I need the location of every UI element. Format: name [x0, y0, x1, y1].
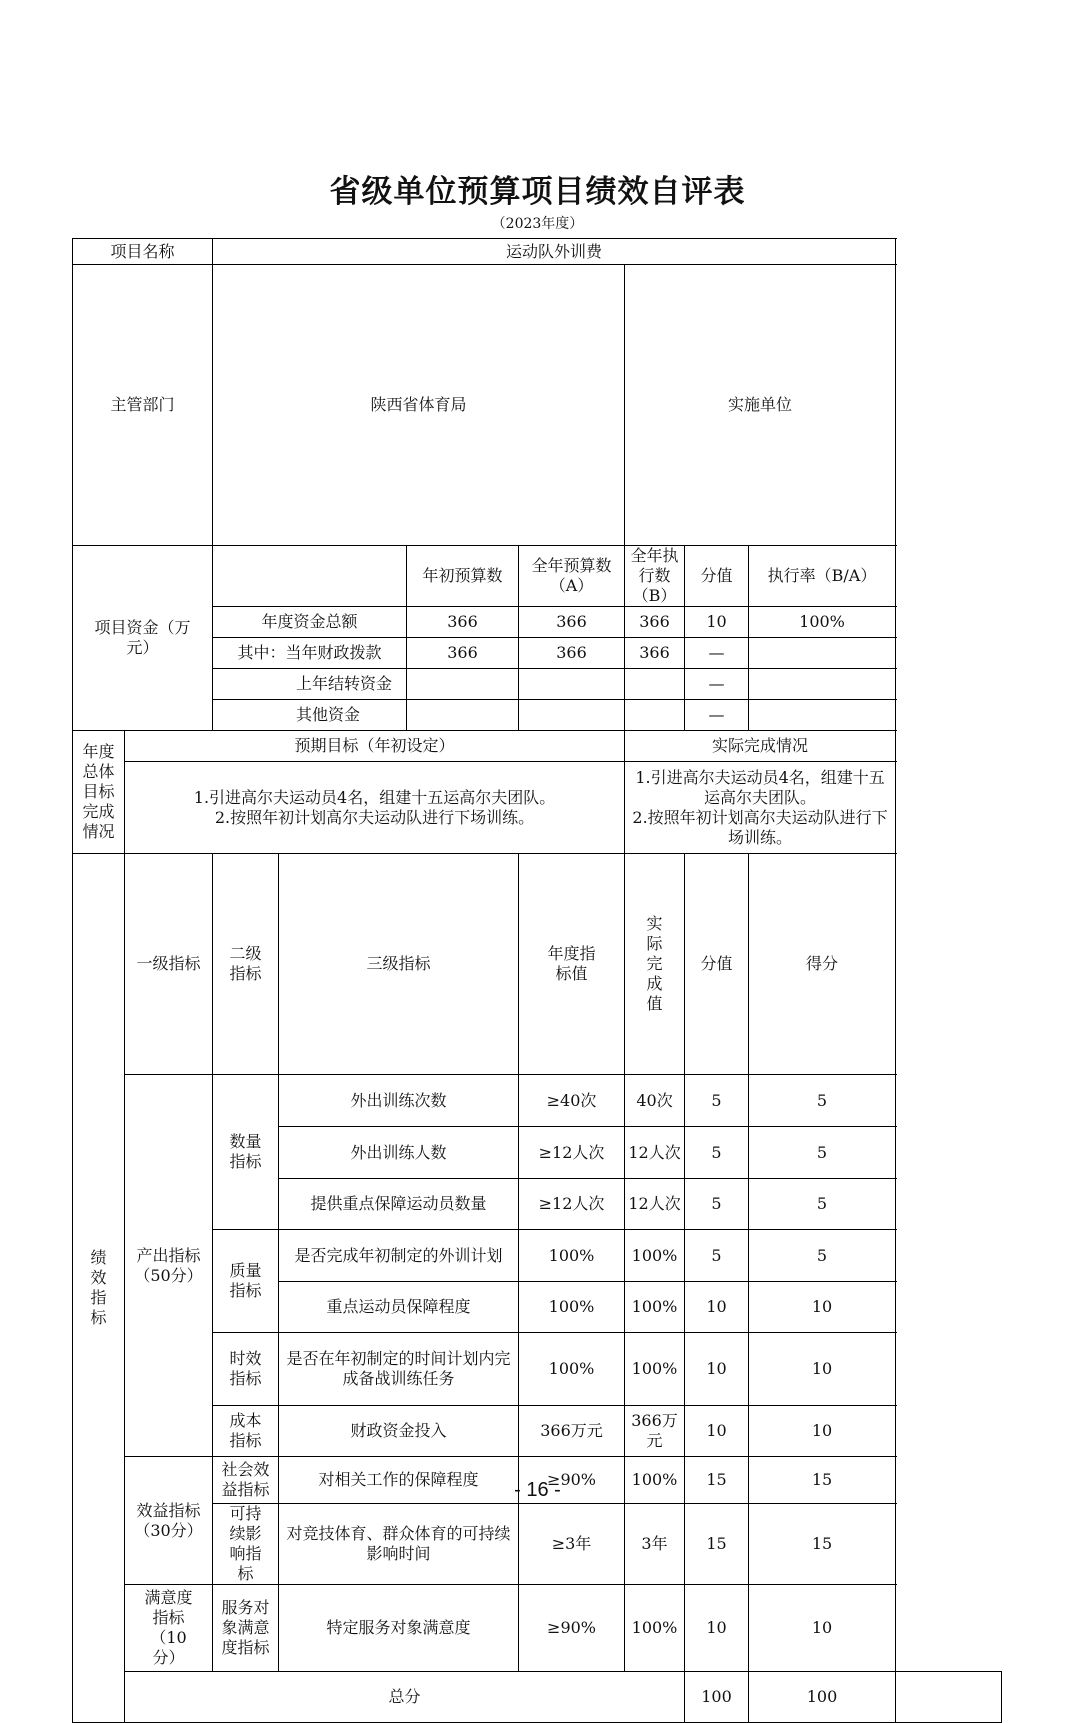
funds-initial: [407, 700, 519, 731]
indicator-score-value: 5: [685, 1075, 749, 1127]
actual-header: 实际完成值: [625, 854, 685, 1075]
indicator-score-value: 5: [685, 1127, 749, 1179]
actual-completion-header: 实际完成情况: [625, 731, 896, 762]
indicator-score: 5: [749, 1230, 896, 1282]
level1-satisfaction: 满意度指标（10分）: [125, 1585, 213, 1672]
performance-indicators-label: 绩效指标: [73, 854, 125, 1723]
indicator-actual: 100%: [625, 1457, 685, 1504]
level2-quantity: 数量指标: [213, 1075, 279, 1230]
indicator-target: 366万元: [519, 1406, 625, 1457]
level2-timeliness: 时效指标: [213, 1333, 279, 1406]
project-name-label: 项目名称: [73, 239, 213, 265]
indicator-name: 财政资金投入: [279, 1406, 519, 1457]
indicator-score: 5: [749, 1179, 896, 1230]
document-title: 省级单位预算项目绩效自评表: [0, 166, 1075, 211]
page-number: - 16 -: [0, 1479, 1075, 1502]
funds-score-value: 10: [685, 607, 749, 638]
funds-executed: 366: [625, 638, 685, 669]
level1-benefit: 效益指标（30分）: [125, 1457, 213, 1585]
funds-score-value: —: [685, 669, 749, 700]
expected-goal-line: 1.引进高尔夫运动员4名，组建十五运高尔夫团队。: [128, 788, 621, 808]
indicator-actual: 3年: [625, 1504, 685, 1585]
indicator-target: 100%: [519, 1333, 625, 1406]
level2-service: 服务对象满意度指标: [213, 1585, 279, 1672]
expected-goal-text: [125, 762, 625, 854]
indicator-score: 5: [749, 1075, 896, 1127]
target-header: 年度指标值: [519, 854, 625, 1075]
total-label: 总分: [125, 1672, 685, 1723]
funds-executed: [625, 669, 685, 700]
funds-empty-header: [213, 546, 407, 607]
project-name-value: 运动队外训费: [213, 239, 896, 265]
indicator-target: ≥12人次: [519, 1127, 625, 1179]
indicator-target: ≥3年: [519, 1504, 625, 1585]
funds-initial: 366: [407, 607, 519, 638]
total-analysis: [896, 1672, 1002, 1723]
funds-annual: 366: [519, 607, 625, 638]
funds-rate: 100%: [749, 607, 896, 638]
indicator-score: 10: [749, 1585, 896, 1672]
expected-goal-line: 2.按照年初计划高尔夫运动队进行下场训练。: [128, 808, 621, 828]
indicator-name: 是否完成年初制定的外训计划: [279, 1230, 519, 1282]
funds-header-annual: 全年预算数（A）: [519, 546, 625, 607]
indicator-name: 外出训练次数: [279, 1075, 519, 1127]
indicator-score-value: 10: [685, 1585, 749, 1672]
indicator-name: 提供重点保障运动员数量: [279, 1179, 519, 1230]
indicator-name: 是否在年初制定的时间计划内完成备战训练任务: [279, 1333, 519, 1406]
funds-header-score-value: 分值: [685, 546, 749, 607]
funds-initial: [407, 669, 519, 700]
indicator-target: ≥90%: [519, 1585, 625, 1672]
indicator-score-value: 5: [685, 1230, 749, 1282]
indicator-actual: 366万元: [625, 1406, 685, 1457]
funds-header-executed: 全年执行数（B）: [625, 546, 685, 607]
indicator-score: 15: [749, 1504, 896, 1585]
indicator-actual: 100%: [625, 1230, 685, 1282]
indicator-score: 10: [749, 1282, 896, 1333]
level2-header: 二级指标: [213, 854, 279, 1075]
indicator-target: ≥90%: [519, 1457, 625, 1504]
level3-header: 三级指标: [279, 854, 519, 1075]
funds-rate: [749, 669, 896, 700]
score-header: 得分: [749, 854, 896, 1075]
indicator-actual: 100%: [625, 1333, 685, 1406]
total-score-value: 100: [685, 1672, 749, 1723]
indicator-target: 100%: [519, 1230, 625, 1282]
indicator-score-value: 10: [685, 1333, 749, 1406]
indicator-score-value: 10: [685, 1282, 749, 1333]
indicator-score-value: 5: [685, 1179, 749, 1230]
funds-annual: [519, 700, 625, 731]
indicator-actual: 100%: [625, 1585, 685, 1672]
indicator-name: 外出训练人数: [279, 1127, 519, 1179]
actual-completion-line: 2.按照年初计划高尔夫运动队进行下场训练。: [628, 808, 892, 848]
funds-executed: 366: [625, 607, 685, 638]
funds-rate: [749, 638, 896, 669]
level2-cost: 成本指标: [213, 1406, 279, 1457]
department-value: 陕西省体育局: [213, 265, 625, 546]
indicator-actual: 100%: [625, 1282, 685, 1333]
indicator-score: 15: [749, 1457, 896, 1504]
funds-row-label: 年度资金总额: [213, 607, 407, 638]
indicator-score-value: 15: [685, 1504, 749, 1585]
indicator-score: 10: [749, 1406, 896, 1457]
funds-rate: [749, 700, 896, 731]
level2-sustainable: 可持续影响指标: [213, 1504, 279, 1585]
funds-initial: 366: [407, 638, 519, 669]
indicator-target: ≥12人次: [519, 1179, 625, 1230]
indicator-name: 对相关工作的保障程度: [279, 1457, 519, 1504]
actual-completion-line: 1.引进高尔夫运动员4名，组建十五运高尔夫团队。: [628, 768, 892, 808]
level2-quality: 质量指标: [213, 1230, 279, 1333]
level1-header: 一级指标: [125, 854, 213, 1075]
level2-social: 社会效益指标: [213, 1457, 279, 1504]
funds-score-value: —: [685, 700, 749, 731]
total-score: 100: [749, 1672, 896, 1723]
funds-executed: [625, 700, 685, 731]
funds-header-initial: 年初预算数: [407, 546, 519, 607]
funds-header-rate: 执行率（B/A）: [749, 546, 896, 607]
indicator-name: 重点运动员保障程度: [279, 1282, 519, 1333]
funds-row-label: 其中：当年财政拨款: [213, 638, 407, 669]
indicator-score: 10: [749, 1333, 896, 1406]
indicator-actual: 40次: [625, 1075, 685, 1127]
indicator-score-value: 15: [685, 1457, 749, 1504]
funds-row-label: 上年结转资金: [213, 669, 407, 700]
funds-annual: [519, 669, 625, 700]
indicator-target: ≥40次: [519, 1075, 625, 1127]
funds-score-value: —: [685, 638, 749, 669]
document-subtitle: （2023年度）: [0, 213, 1075, 233]
implementing-unit-label: 实施单位: [625, 265, 896, 546]
indicator-actual: 12人次: [625, 1179, 685, 1230]
annual-goals-label: 年度总体目标完成情况: [73, 731, 125, 854]
score-value-header: 分值: [685, 854, 749, 1075]
level1-output: 产出指标（50分）: [125, 1075, 213, 1457]
expected-goal-header: 预期目标（年初设定）: [125, 731, 625, 762]
indicator-score-value: 10: [685, 1406, 749, 1457]
indicator-name: 特定服务对象满意度: [279, 1585, 519, 1672]
department-label: 主管部门: [73, 265, 213, 546]
actual-completion-text: [625, 762, 896, 854]
project-funds-label: 项目资金（万元）: [73, 546, 213, 731]
indicator-score: 5: [749, 1127, 896, 1179]
indicator-name: 对竞技体育、群众体育的可持续影响时间: [279, 1504, 519, 1585]
indicator-target: 100%: [519, 1282, 625, 1333]
funds-row-label: 其他资金: [213, 700, 407, 731]
indicator-actual: 12人次: [625, 1127, 685, 1179]
funds-annual: 366: [519, 638, 625, 669]
